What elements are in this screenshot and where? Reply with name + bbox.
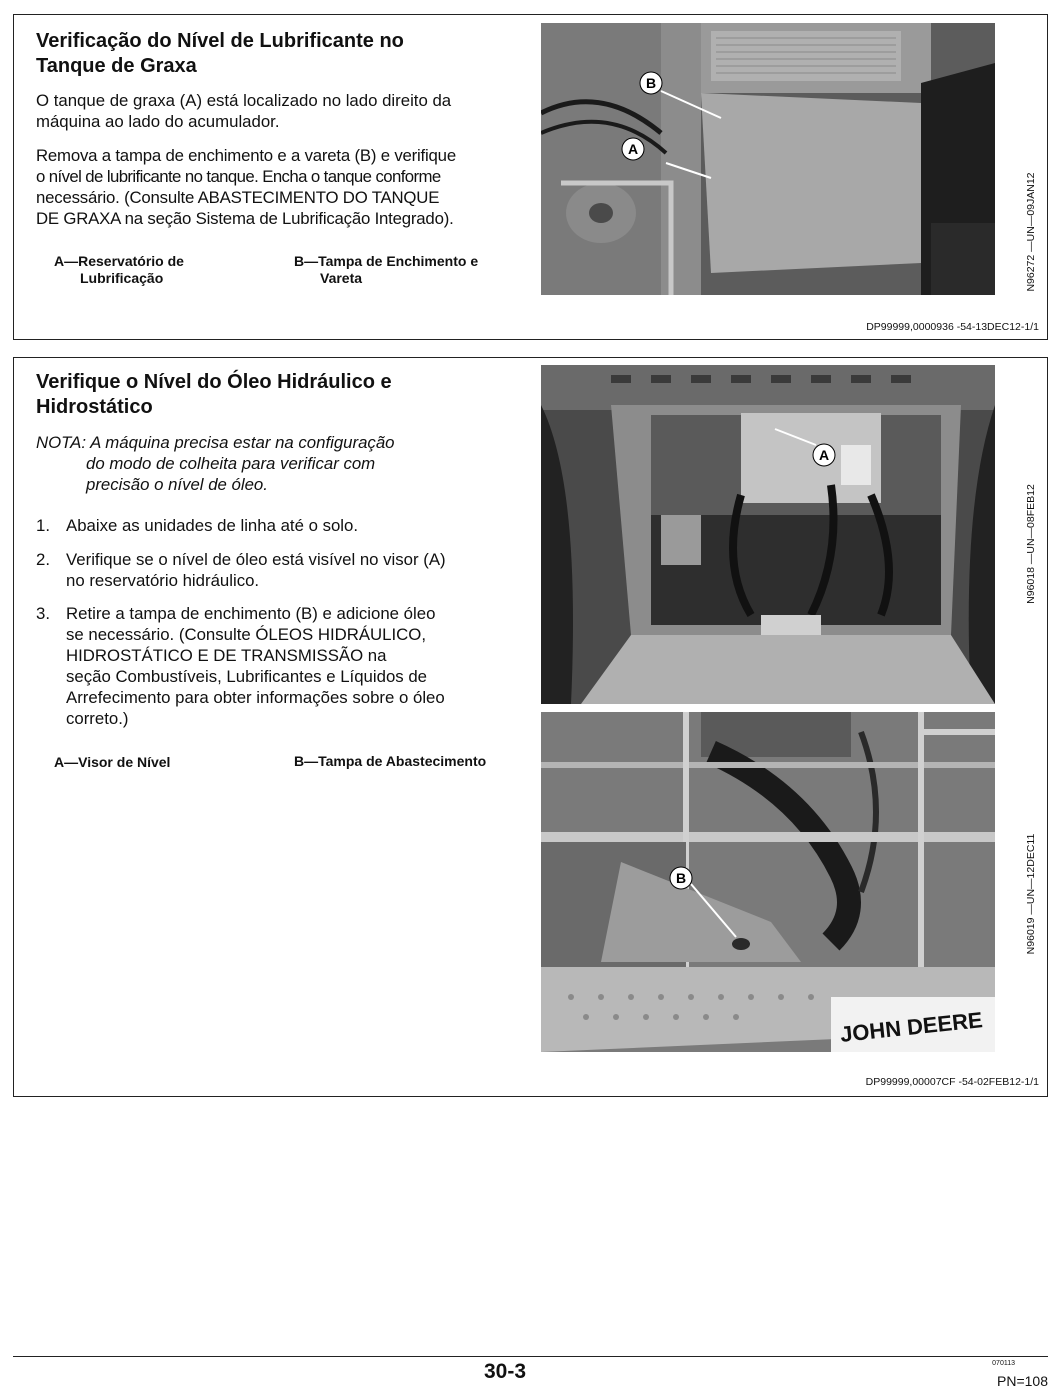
legend-item-a: A—Visor de Nível	[54, 754, 171, 770]
title-line: Hidrostático	[36, 396, 153, 418]
grease-tank-photo	[541, 23, 995, 295]
brand-text: JOHN DEERE	[838, 1007, 984, 1047]
hydraulic-reservoir-photo	[541, 365, 995, 704]
legend-item-b	[294, 253, 478, 287]
footer-divider	[13, 1356, 1048, 1357]
step-text: se necessário. (Consulte ÓLEOS HIDRÁULICO,	[66, 625, 426, 644]
page-number: 30-3	[484, 1360, 527, 1383]
figure-id: N96018 —UN—08FEB12	[1025, 484, 1037, 604]
fill-cap-photo	[541, 712, 995, 1052]
callout-a: A	[818, 447, 830, 463]
callout-b: B	[675, 870, 687, 886]
text-line: O tanque de graxa (A) está localizado no lado direito da	[36, 91, 452, 110]
step-text: Arrefecimento para obter informações sobre o óleo	[66, 688, 445, 707]
section-grease-tank	[13, 14, 1048, 340]
title-line: Verifique o Nível do Óleo Hidráulico e	[36, 371, 392, 393]
figure-id: N96272 —UN—09JAN12	[1025, 172, 1037, 292]
step-text: HIDROSTÁTICO E DE TRANSMISSÃO na	[66, 646, 387, 665]
legend-text: Vareta	[320, 270, 363, 286]
title-line: Tanque de Graxa	[36, 55, 197, 77]
footer-code: 070113	[992, 1360, 1015, 1367]
paragraph	[36, 90, 451, 132]
step-text: Verifique se o nível de óleo está visível no visor (A)	[66, 550, 446, 569]
pn-number: PN=108	[997, 1373, 1048, 1389]
text-line: necessário. (Consulte ABASTECIMENTO DO TANQUE	[36, 188, 440, 207]
legend-text: A—Reservatório de	[54, 253, 184, 269]
text-line: DE GRAXA na seção Sistema de Lubrificação Integrado).	[36, 209, 454, 228]
figure-id: N96019 —UN—12DEC11	[1025, 833, 1037, 955]
legend-item-a	[54, 253, 184, 287]
step-number: 3.	[36, 604, 50, 623]
callout-b: B	[645, 75, 657, 91]
title-line: Verificação do Nível de Lubrificante no	[36, 30, 404, 52]
section-hydraulic-oil	[13, 357, 1048, 1097]
text-line: Remova a tampa de enchimento e a vareta (B) e verifique	[36, 146, 456, 165]
doc-reference: DP99999,0000936 -54-13DEC12-1/1	[866, 321, 1039, 333]
text-line: máquina ao lado do acumulador.	[36, 112, 280, 131]
note-line: NOTA: A máquina precisa estar na configuração	[36, 433, 395, 452]
step-number: 1.	[36, 516, 50, 535]
paragraph	[36, 145, 456, 229]
step-number: 2.	[36, 550, 50, 569]
section-title	[36, 370, 392, 420]
section-title	[36, 29, 404, 79]
step-text: no reservatório hidráulico.	[66, 571, 260, 590]
legend-text: B—Tampa de Enchimento e	[294, 253, 479, 269]
text-line: o nível de lubrificante no tanque. Encha o tanque conforme	[36, 167, 441, 186]
legend-text: Lubrificação	[80, 270, 164, 286]
note	[36, 432, 395, 495]
step-text: Abaixe as unidades de linha até o solo.	[66, 516, 359, 535]
step-text: correto.)	[66, 709, 129, 728]
note-line: precisão o nível de óleo.	[86, 475, 268, 494]
legend-item-b: B—Tampa de Abastecimento	[294, 753, 487, 769]
step-text: seção Combustíveis, Lubrificantes e Líquidos de	[66, 667, 428, 686]
note-line: do modo de colheita para verificar com	[86, 454, 376, 473]
step-text: Retire a tampa de enchimento (B) e adicione óleo	[66, 604, 436, 623]
callout-a: A	[627, 141, 639, 157]
doc-reference: DP99999,00007CF -54-02FEB12-1/1	[865, 1076, 1039, 1088]
